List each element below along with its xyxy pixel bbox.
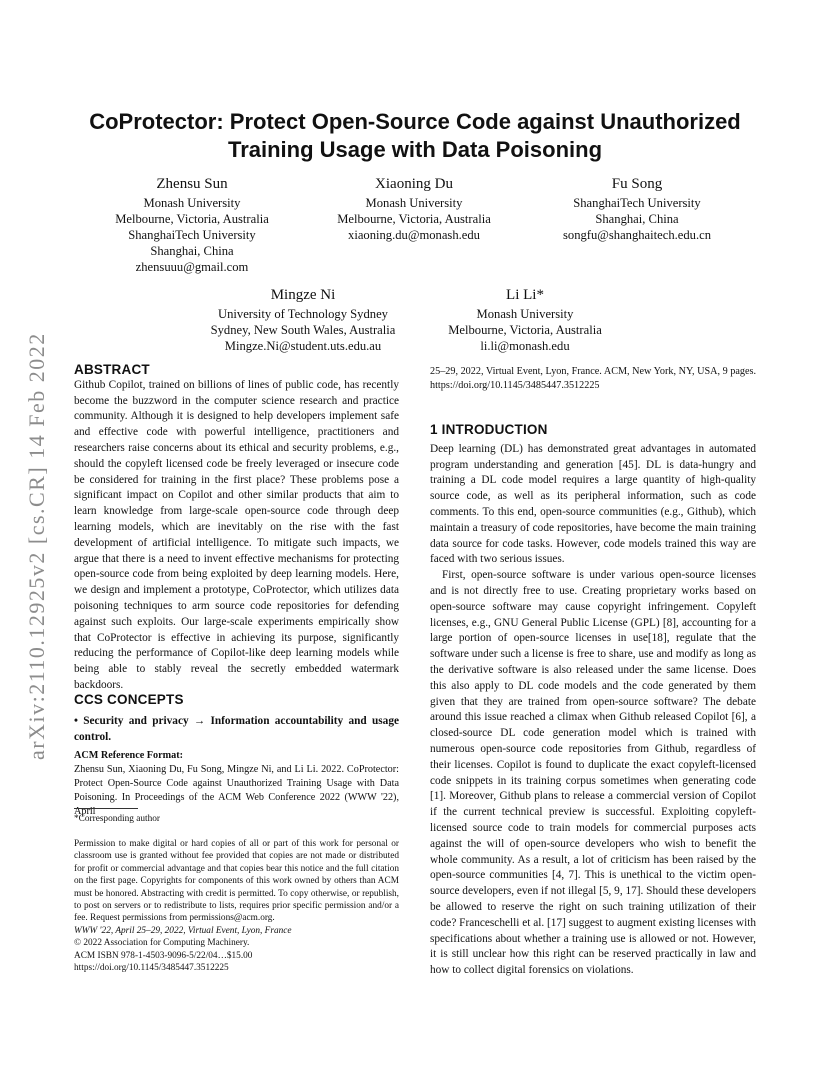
ccs-text: • Security and privacy → Information accountability and usage control. — [74, 714, 399, 743]
author-affiliation: ShanghaiTech University — [128, 228, 256, 242]
copyright-line: © 2022 Association for Computing Machinery. — [74, 938, 250, 949]
conference-line: WWW '22, April 25–29, 2022, Virtual Event, Lyon, France — [74, 925, 292, 936]
ccs-heading: CCS CONCEPTS — [74, 692, 184, 707]
author-name: Li Li* — [506, 287, 544, 303]
abstract-heading: ABSTRACT — [74, 362, 150, 377]
isbn-line: ACM ISBN 978-1-4503-9096-5/22/04…$15.00 — [74, 950, 253, 961]
author-name: Mingze Ni — [270, 287, 336, 303]
footnote: *Corresponding author — [74, 814, 160, 824]
abstract-text: Github Copilot, trained on billions of lines of public code, has recently become the buzzword in the computer science research and practice community. Although it is designed to help developers implement safe and effective code with powerful intelligence, practitioners and researchers raise concerns about its ethical and security problems, e.g., should the copyleft licensed code be freely leveraged or insecure code be considered for training in the first place? These problems pose a significant impact on Copilot and other similar products that aim to learn knowledge from large-scale open-source code through deep learning models, which are inevitably on the rise with the fast development of artificial intelligence. To mitigate such impacts, we argue that there is a need to invent effective mechanisms for protecting open-source code from being exploited by deep learning models. Here, we design and implement a prototype, CoProtector, which utilizes data poisoning techniques to arm source code repositories for defending against such exploits. Our large-scale experiments empirically show that CoProtector is effective in achieving its purpose, significantly reducing the performance of Copilot-like deep learning models while being able to stably reveal the secretly embedded watermark backdoors. — [74, 378, 399, 691]
author-name: Zhensu Sun — [156, 176, 228, 192]
author-name: Fu Song — [611, 176, 663, 192]
acm-reference-text: Zhensu Sun, Xiaoning Du, Fu Song, Mingze Ni, and Li Li. 2022. CoProtector: Protect Open-Source Code against Unauthorized Training Usage with Data Poisoning. In Proceedings of the ACM Web Conference 2022 (WWW '22), April — [74, 764, 399, 817]
author-affiliation: ShanghaiTech University — [573, 196, 701, 210]
introduction-paragraph-1: Deep learning (DL) has demonstrated great advantages in automated program understanding and generation [45]. DL is data-hungry and training a DL code model requires a large quantity of high-quality source code, as well as its peripheral information, such as code comments. To this end, open-source communities (e.g., Github), which maintain a treasury of code repositories, have become the main training data source for code tasks. However, code models trained this way are faced with two serious issues. — [430, 442, 756, 566]
introduction-section — [430, 422, 756, 979]
doi-line: https://doi.org/10.1145/3485447.3512225 — [74, 963, 229, 974]
author-email: songfu@shanghaitech.edu.cn — [563, 228, 711, 242]
introduction-paragraph-2: First, open-source software is under various open-source licenses and is not directly free to use. Creating proprietary works based on open-source software may cause copyright infringement. Copyleft licenses, e.g., GNU General Public License (GPL) [8], accounting for a large portion of open-source licenses in use[18], regulate that the software under such a license is free to share, use and modify as long as the derivative software is also released under the same license. Does this also apply to DL code models and the code generated by them given that they are trained from open-source software? The debate around this issue reached a climax when Github released Copilot [6], a closed-source DL code generation model which is trained with numerous open-source code repositories from Github, regardless of their licenses. Copilot is found to duplicate the exact copyleft-licensed code snippets in its training corpus sometimes when generating code [1]. Moreover, Github plans to release a commercial version of Copilot if the current technical preview is successful. Exploiting copyleft-licensed source code to train models for commercial purposes acts against the will of open-source developers who wish to benefit the whole community. As a result, a lot of criticism has been raised by the open-source communities [4, 7]. This is unethical to the victim open-source developers, even if not illegal [5, 9, 17]. Should these developers be allowed to reserve the right on such training utilization of their code? Franceschelli et al. [17] suggest to augment existing licenses with specifications about whether a training use is allowed or not. However, it is still unclear how this right can be reserved practically in law and how to collect digital forensics on violations. — [430, 569, 756, 977]
author-affiliation: Shanghai, China — [150, 244, 234, 258]
author-affiliation: Melbourne, Victoria, Australia — [337, 212, 491, 226]
author-block-3 — [537, 175, 737, 243]
author-email: li.li@monash.edu — [480, 339, 570, 353]
author-block-2 — [314, 175, 514, 243]
author-email: zhensuuu@gmail.com — [135, 260, 249, 274]
author-affiliation: Melbourne, Victoria, Australia — [115, 212, 269, 226]
acm-reference-heading: ACM Reference Format: — [74, 750, 183, 761]
permission-text: Permission to make digital or hard copies of all or part of this work for personal or classroom use is granted without fee provided that copies are not made or distributed for profit or commercial advantage and that copies bear this notice and the full citation on the first page. Copyrights for components of this work owned by others than ACM must be honored. Abstracting with credit is permitted. To copy otherwise, or republish, to post on servers or to redistribute to lists, requires prior specific permission and/or a fee. Request permissions from permissions@acm.org. — [74, 839, 399, 924]
ccs-section — [74, 692, 399, 745]
permission-notice — [74, 838, 399, 974]
author-affiliation: Monash University — [476, 307, 574, 321]
footnote-rule — [74, 808, 138, 809]
author-affiliation: Monash University — [143, 196, 241, 210]
author-name: Xiaoning Du — [375, 176, 453, 192]
author-affiliation: Melbourne, Victoria, Australia — [448, 323, 602, 337]
author-block-1 — [92, 175, 292, 275]
author-affiliation: Monash University — [365, 196, 463, 210]
author-email: Mingze.Ni@student.uts.edu.au — [224, 339, 382, 353]
arxiv-identifier-text: arXiv:2110.12925v2 [cs.CR] 14 Feb 2022 — [24, 332, 49, 760]
introduction-heading: 1 INTRODUCTION — [430, 422, 548, 437]
acm-reference-continuation: 25–29, 2022, Virtual Event, Lyon, France. ACM, New York, NY, USA, 9 pages. https://doi.org/10.1145/3485447.3512225 — [430, 366, 756, 391]
author-block-4 — [192, 286, 414, 354]
author-affiliation: University of Technology Sydney — [218, 307, 388, 321]
arxiv-identifier — [18, 290, 58, 760]
author-affiliation: Sydney, New South Wales, Australia — [210, 323, 396, 337]
abstract-section — [74, 362, 399, 694]
author-block-5 — [425, 286, 625, 354]
author-email: xiaoning.du@monash.edu — [348, 228, 480, 242]
paper-title: CoProtector: Protect Open-Source Code against Unauthorized Training Usage with Data Poisoning — [89, 109, 741, 162]
author-affiliation: Shanghai, China — [595, 212, 679, 226]
